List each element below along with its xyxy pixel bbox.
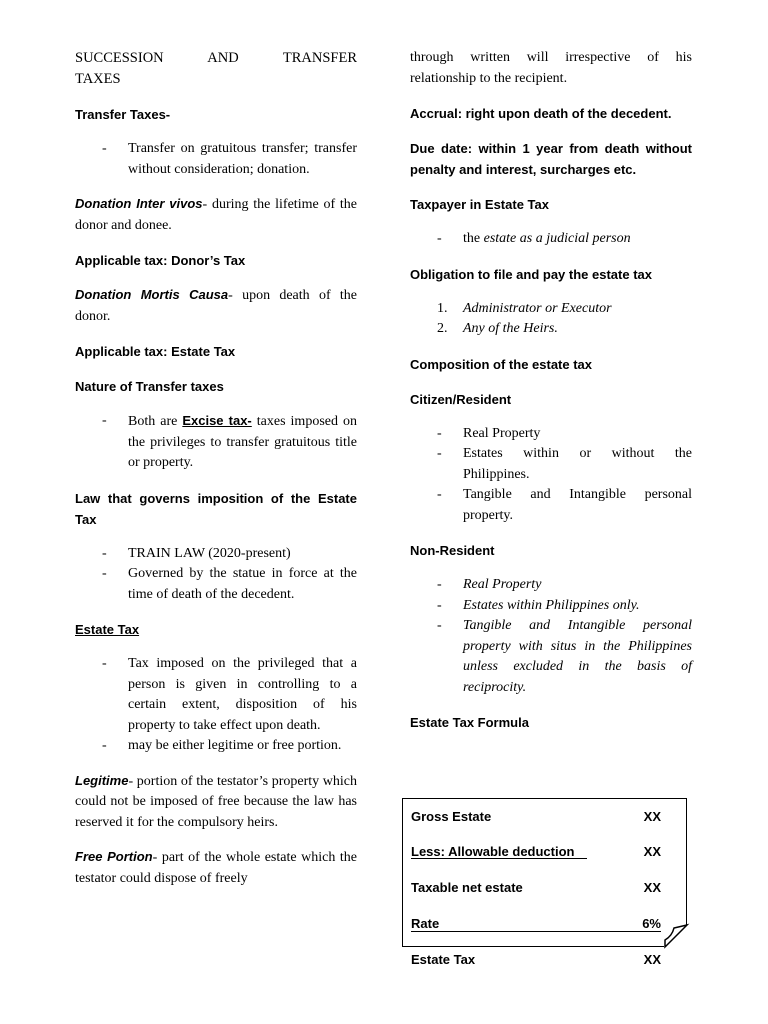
formula-label: Estate Tax bbox=[411, 952, 476, 967]
legitime-definition bbox=[75, 771, 357, 834]
nature-list bbox=[75, 411, 357, 474]
citizen-list bbox=[410, 424, 692, 527]
nature-post: taxes imposed on the privileges to transfer gratuitous title or property. bbox=[128, 414, 357, 470]
formula-value: XX bbox=[643, 880, 661, 895]
list-item bbox=[410, 319, 692, 340]
formula-value: XX bbox=[643, 844, 661, 859]
inter-vivos-term: Donation Inter vivos bbox=[75, 196, 203, 211]
list-item: - may be either legitime or free portion. bbox=[75, 736, 357, 757]
taxpayer-list bbox=[410, 229, 692, 250]
formula-label: Gross Estate bbox=[411, 809, 492, 824]
document-title-line1: SUCCESSION AND TRANSFER bbox=[75, 50, 357, 66]
list-item: - Tax imposed on the privileged that a person is given in controlling to a certain extent, disposition of his property to take effect upon death. bbox=[75, 654, 357, 736]
formula-label: Less: Allowable deduction bbox=[411, 844, 575, 859]
mortis-causa-desc: - upon death of the donor. bbox=[75, 288, 357, 324]
law-list bbox=[75, 544, 357, 606]
due-date-line: Due date: within 1 year from death without penalty and interest, surcharges etc. bbox=[410, 141, 692, 177]
list-item: - Tangible and Intangible personal property. bbox=[410, 485, 692, 526]
list-item bbox=[410, 229, 692, 250]
list-number: 2. bbox=[437, 321, 448, 336]
list-item: - Estates within or without the Philippines. bbox=[410, 444, 692, 485]
mortis-causa-definition bbox=[75, 285, 357, 327]
list-item: - Real Property bbox=[410, 575, 692, 596]
heading-composition: Composition of the estate tax bbox=[410, 356, 593, 372]
list-item: - Governed by the statue in force at the time of death of the decedent. bbox=[75, 564, 357, 605]
applicable-donor-tax: Applicable tax: Donor’s Tax bbox=[75, 253, 246, 268]
nonresident-list bbox=[410, 575, 692, 698]
list-item: - Estates within Philippines only. bbox=[410, 596, 692, 617]
legitime-term: Legitime bbox=[75, 772, 129, 788]
inter-vivos-desc: - during the lifetime of the donor and donee. bbox=[75, 197, 357, 233]
list-number: 1. bbox=[437, 300, 448, 316]
list-item: - TRAIN LAW (2020-present) bbox=[75, 544, 357, 565]
free-portion-desc: - part of the whole estate which the testator could dispose of freely bbox=[75, 850, 357, 886]
list-item: - Transfer on gratuitous transfer; transfer without consideration; donation. bbox=[75, 139, 357, 180]
mortis-causa-term: Donation Mortis Causa bbox=[75, 287, 229, 302]
page-curl-icon bbox=[658, 922, 690, 950]
estate-tax-list bbox=[75, 654, 357, 757]
heading-obligation: Obligation to file and pay the estate tax bbox=[410, 266, 652, 282]
free-portion-term: Free Portion bbox=[75, 849, 153, 864]
list-item: - Tangible and Intangible personal property with situs in the Philippines unless excluded in the basis of reciprocity. bbox=[410, 616, 692, 698]
formula-value: 6% bbox=[642, 916, 661, 931]
heading-taxpayer: Taxpayer in Estate Tax bbox=[410, 197, 549, 212]
legitime-desc: - portion of the testator’s property which could not be imposed of free because the law has reserved it for the compulsory heirs. bbox=[75, 773, 357, 830]
free-portion-continuation: through written will irrespective of his relationship to the recipient. bbox=[410, 50, 692, 86]
free-portion-definition bbox=[75, 847, 357, 889]
nature-pre: Both are bbox=[128, 414, 183, 429]
formula-value: XX bbox=[643, 809, 661, 824]
formula-box-right-edge bbox=[686, 798, 687, 926]
left-column bbox=[75, 48, 357, 889]
applicable-estate-tax: Applicable tax: Estate Tax bbox=[75, 344, 236, 359]
taxpayer-item: estate as a judicial person bbox=[483, 231, 631, 246]
heading-nature: Nature of Transfer taxes bbox=[75, 379, 224, 394]
transfer-taxes-list bbox=[75, 139, 357, 180]
formula-label: Taxable net estate bbox=[411, 880, 523, 895]
document-title-line2: TAXES bbox=[75, 71, 121, 87]
list-item bbox=[410, 299, 692, 320]
obligation-list bbox=[410, 299, 692, 340]
formula-box-bottom-edge bbox=[402, 946, 664, 947]
heading-transfer-taxes: Transfer Taxes- bbox=[75, 107, 171, 122]
right-column bbox=[410, 48, 692, 733]
formula-underline bbox=[411, 931, 661, 932]
formula-label: Rate bbox=[411, 916, 440, 931]
taxpayer-pre: the bbox=[463, 231, 484, 246]
excise-tax-term: Excise tax- bbox=[182, 413, 252, 428]
formula-value: XX bbox=[643, 952, 661, 967]
heading-citizen: Citizen/Resident bbox=[410, 391, 512, 407]
accrual-line: Accrual: right upon death of the decedent. bbox=[410, 106, 672, 121]
heading-nonresident: Non-Resident bbox=[410, 543, 495, 558]
heading-law: Law that governs imposition of the Estate Tax bbox=[75, 490, 357, 527]
formula-underline bbox=[411, 858, 587, 859]
list-item: - Real Property bbox=[410, 424, 692, 445]
inter-vivos-definition bbox=[75, 194, 357, 236]
heading-estate-tax: Estate Tax bbox=[75, 622, 140, 637]
list-item bbox=[75, 411, 357, 474]
list-text: Administrator or Executor bbox=[463, 300, 612, 316]
heading-formula: Estate Tax Formula bbox=[410, 715, 529, 730]
list-text: Any of the Heirs. bbox=[463, 321, 558, 336]
